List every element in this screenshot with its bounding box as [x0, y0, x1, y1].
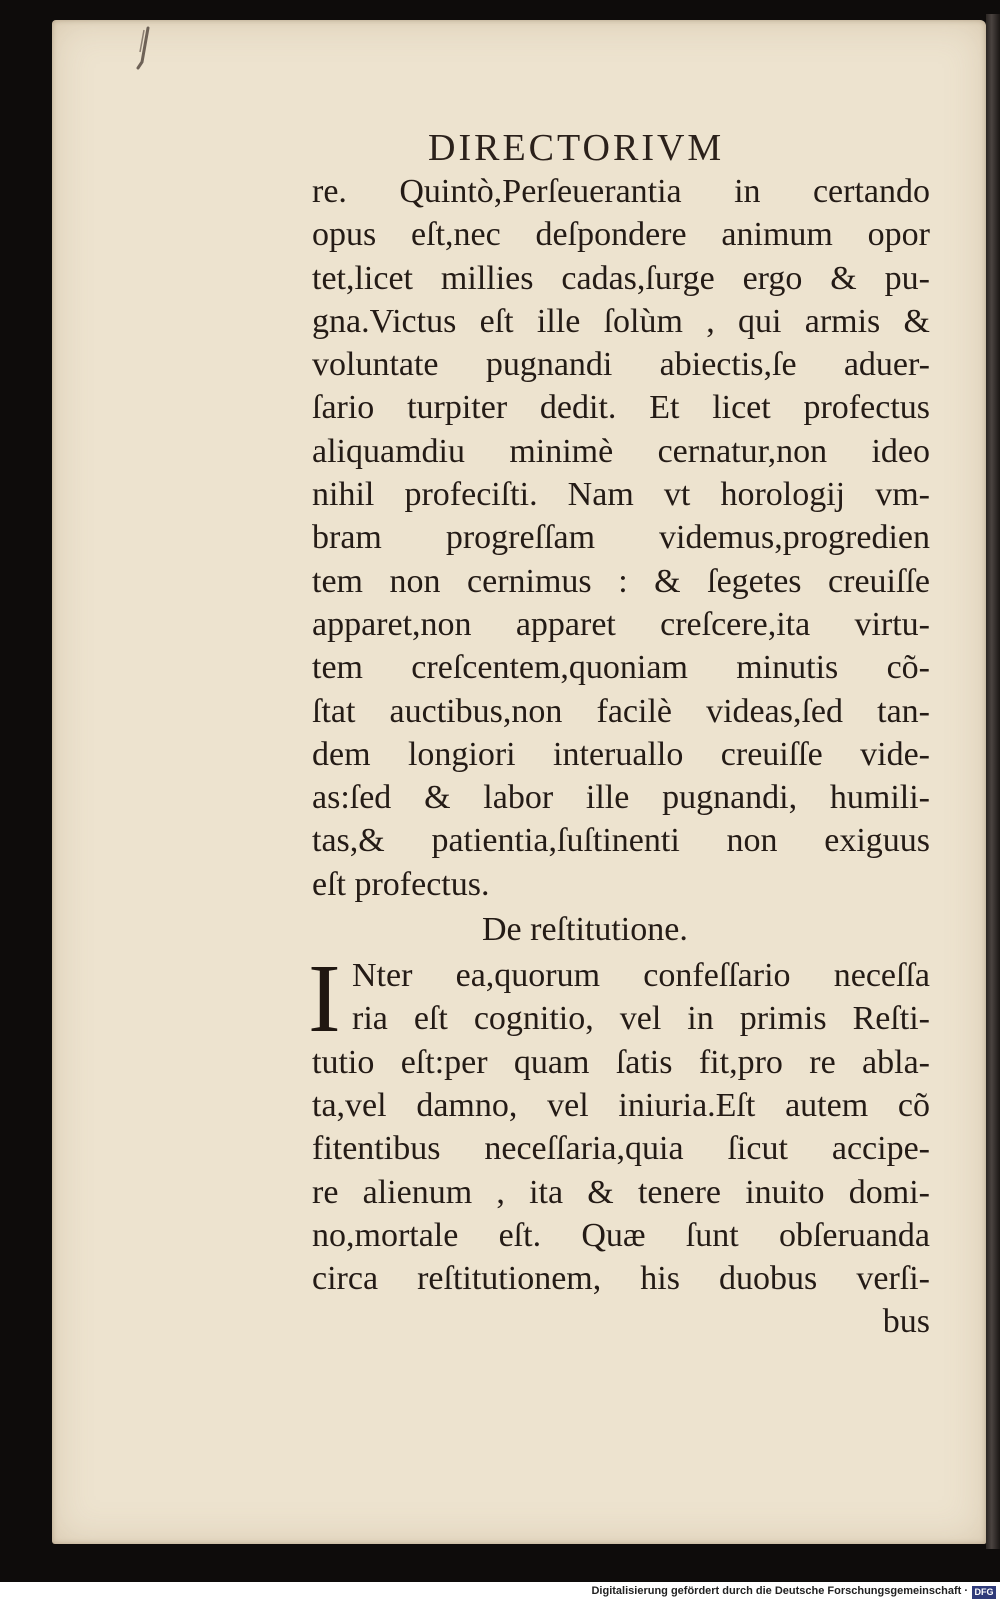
text-line: apparet,non apparet creſcere,ita virtu- [312, 605, 930, 643]
paragraph-perseverantia [312, 170, 930, 906]
text-line: re alienum , ita & tenere inuito domi- [312, 1173, 930, 1211]
text-line: fitentibus neceſſaria,quia ſicut accipe- [312, 1130, 930, 1168]
paragraph-restitutione [308, 945, 930, 1344]
text-line: dem longiori interuallo creuiſſe vide- [312, 735, 930, 773]
text-line: eſt profectus. [312, 865, 490, 903]
text-line: bram progreſſam videmus,progredien [312, 519, 930, 557]
text-line: nihil profeciſti. Nam vt horologij vm- [312, 476, 930, 514]
text-line: ſario turpiter dedit. Et licet profectus [312, 389, 930, 427]
text-line: tem creſcentem,quoniam minutis cõ- [312, 649, 930, 687]
text-line: gna.Victus eſt ille ſolùm , qui armis & [312, 302, 930, 340]
digitization-footer [0, 1582, 1000, 1603]
section-heading: De reſtitutione. [482, 911, 688, 949]
funding-credit: Digitalisierung gefördert durch die Deutsche Forschungsgemeinschaft · [591, 1585, 968, 1597]
dfg-logo-icon: DFG [972, 1586, 996, 1599]
text-line: voluntate pugnandi abiectis,ſe aduer- [312, 346, 930, 384]
text-line: Nter ea,quorum confeſſario neceſſa [352, 957, 930, 995]
text-line: tutio eſt:per quam ſatis fit,pro re abla- [312, 1043, 930, 1081]
text-line: opus eſt,nec deſpondere animum opor [312, 216, 930, 254]
text-line: re. Quintò,Perſeuerantia in certando [312, 173, 930, 210]
text-line: ta,vel damno, vel iniuria.Eſt autem cõ [312, 1086, 930, 1124]
text-line: ſtat auctibus,non facilè videas,ſed tan- [312, 692, 930, 730]
catchword: bus [882, 1303, 930, 1341]
page-body [308, 170, 930, 1344]
page-header: DIRECTORIVM [428, 127, 725, 169]
text-line: tet,licet millies cadas,ſurge ergo & pu- [312, 259, 930, 297]
drop-initial: I [308, 945, 341, 1054]
text-line: tem non cernimus : & ſegetes creuiſſe [312, 562, 930, 600]
text-line: tas,& patientia,ſuſtinenti non exiguus [312, 822, 930, 860]
text-line: circa reſtitutionem, his duobus verſi- [312, 1260, 930, 1298]
text-line: as:ſed & labor ille pugnandi, humili- [312, 779, 930, 817]
ink-mark-icon [80, 22, 160, 102]
book-edge [986, 14, 1000, 1549]
text-line: ria eſt cognitio, vel in primis Reſti- [352, 1000, 930, 1038]
text-line: no,mortale eſt. Quæ ſunt obſeruanda [312, 1216, 930, 1254]
text-line: aliquamdiu minimè cernatur,non ideo [312, 432, 930, 470]
